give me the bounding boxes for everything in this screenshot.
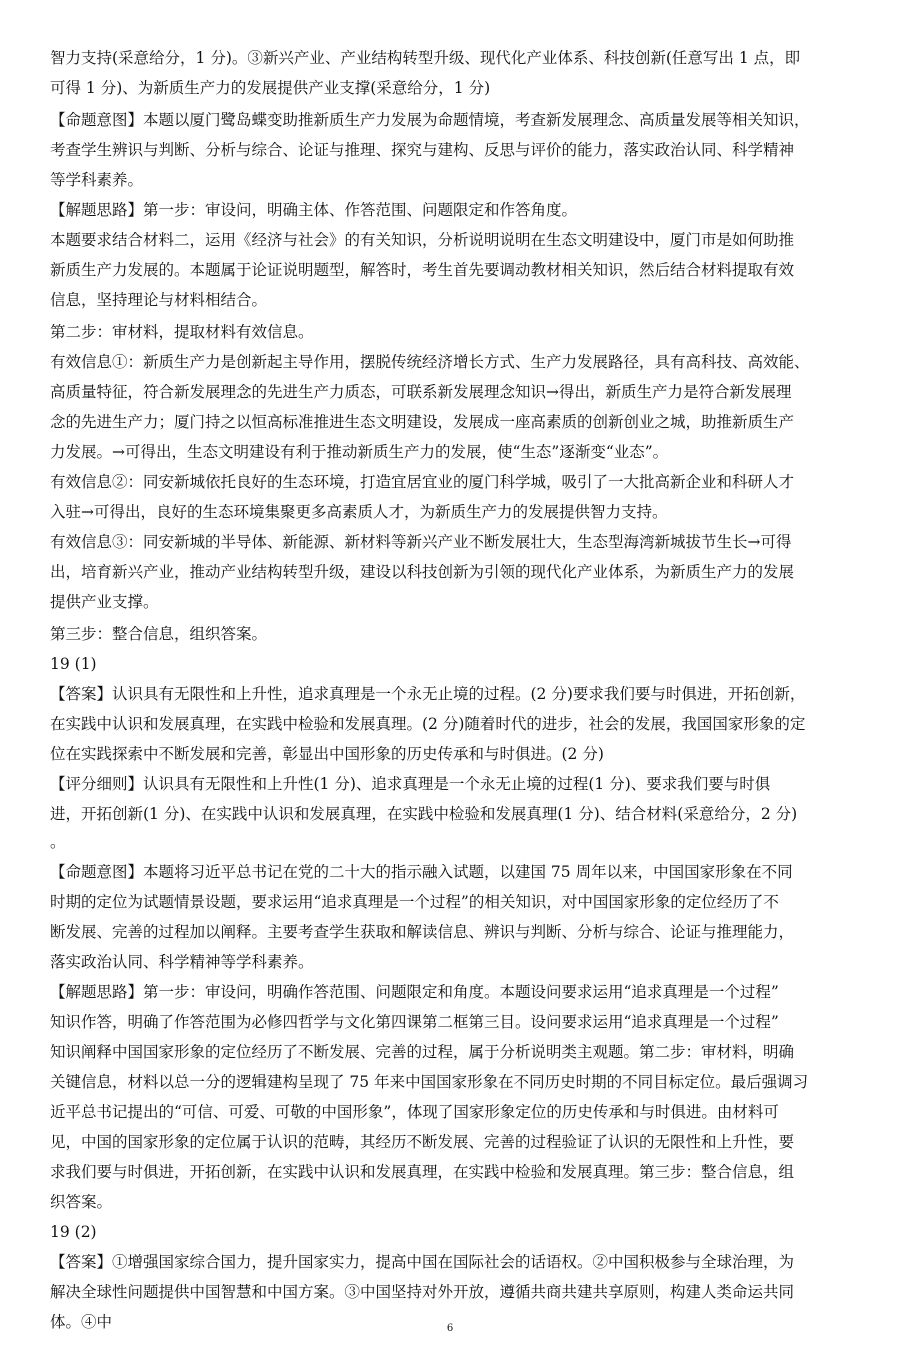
text-line: 【评分细则】认识具有无限性和上升性(1 分)、追求真理是一个永无止境的过程(1 分)、要求我们要与时俱 xyxy=(50,775,771,793)
text-line: 时期的定位为试题情景设题，要求运用“追求真理是一个过程”的相关知识，对中国国家形象的定位经历了不 xyxy=(50,893,779,911)
text-line: 第三步：整合信息，组织答案。 xyxy=(50,625,268,643)
text-line: 断发展、完善的过程加以阐释。主要考查学生获取和解读信息、辨识与判断、分析与综合、论证与推理能力， xyxy=(50,923,795,941)
text-line: 可得 1 分)、为新质生产力的发展提供产业支撑(采意给分，1 分) xyxy=(50,79,491,97)
text-line: 19 (1) xyxy=(50,655,97,673)
text-line: 【命题意图】本题将习近平总书记在党的二十大的指示融入试题，以建国 75 周年以来，中国国家形象在不同 xyxy=(50,863,793,881)
text-line: 出，培育新兴产业，推动产业结构转型升级，建设以科技创新为引领的现代化产业体系，为新质生产力的发展 xyxy=(50,563,795,581)
text-line: 有效信息③：同安新城的半导体、新能源、新材料等新兴产业不断发展壮大，生态型海湾新城拔节生长→可得 xyxy=(50,533,792,551)
text-line: 【命题意图】本题以厦门鹭岛蝶变助推新质生产力发展为命题情境，考查新发展理念、高质量发展等相关知识， xyxy=(50,111,810,129)
text-line: 体。④中 xyxy=(50,1313,113,1331)
text-line: 进，开拓创新(1 分)、在实践中认识和发展真理，在实践中检验和发展真理(1 分)、结合材料(采意给分，2 分) xyxy=(50,805,798,823)
text-line: 知识作答，明确了作答范围为必修四哲学与文化第四课第二框第三目。设问要求运用“追求真理是一个过程” xyxy=(50,1013,779,1031)
text-line: 高质量特征，符合新发展理念的先进生产力质态，可联系新发展理念知识→得出，新质生产力是符合新发展理 xyxy=(50,383,792,401)
text-line: 考查学生辨识与判断、分析与综合、论证与推理、探究与建构、反思与评价的能力，落实政治认同、科学精神 xyxy=(50,141,795,159)
text-line: 在实践中认识和发展真理，在实践中检验和发展真理。(2 分)随着时代的进步，社会的发展，我国国家形象的定 xyxy=(50,715,806,733)
text-line: 织答案。 xyxy=(50,1193,113,1211)
text-line: 提供产业支撑。 xyxy=(50,593,159,611)
text-line: 求我们要与时俱进，开拓创新，在实践中认识和发展真理，在实践中检验和发展真理。第三步：整合信息，组 xyxy=(50,1163,795,1181)
text-line: 19 (2) xyxy=(50,1223,97,1241)
text-line: 【答案】①增强国家综合国力，提升国家实力，提高中国在国际社会的话语权。②中国积极参与全球治理，为 xyxy=(50,1253,795,1271)
text-line: 新质生产力发展的。本题属于论证说明题型，解答时，考生首先要调动教材相关知识，然后结合材料提取有效 xyxy=(50,261,795,279)
text-line: 本题要求结合材料二，运用《经济与社会》的有关知识，分析说明说明在生态文明建设中，厦门市是如何助推 xyxy=(50,231,795,249)
text-line: 【解题思路】第一步：审设问，明确主体、作答范围、问题限定和作答角度。 xyxy=(50,201,578,219)
text-line: 有效信息②：同安新城依托良好的生态环境，打造宜居宜业的厦门科学城，吸引了一大批高新企业和科研人才 xyxy=(50,473,795,491)
text-line: 信息，坚持理论与材料相结合。 xyxy=(50,291,268,309)
text-line: 【答案】认识具有无限性和上升性，追求真理是一个永无止境的过程。(2 分)要求我们要与时俱进，开拓创新， xyxy=(50,685,806,703)
text-line: 入驻→可得出，良好的生态环境集聚更多高素质人才，为新质生产力的发展提供智力支持。 xyxy=(50,503,668,521)
text-line: 念的先进生产力；厦门持之以恒高标准推进生态文明建设，发展成一座高素质的创新创业之城，助推新质生产 xyxy=(50,413,795,431)
text-line: 智力支持(采意给分，1 分)。③新兴产业、产业结构转型升级、现代化产业体系、科技创新(任意写出 1 点，即 xyxy=(50,49,801,67)
text-line: 落实政治认同、科学精神等学科素养。 xyxy=(50,953,314,971)
text-line: 知识阐释中国国家形象的定位经历了不断发展、完善的过程，属于分析说明类主观题。第二步：审材料，明确 xyxy=(50,1043,795,1061)
text-line: 解决全球性问题提供中国智慧和中国方案。③中国坚持对外开放，遵循共商共建共享原则，构建人类命运共同 xyxy=(50,1283,795,1301)
text-line: 【解题思路】第一步：审设问，明确作答范围、问题限定和角度。本题设问要求运用“追求真理是一个过程” xyxy=(50,983,779,1001)
text-line: 位在实践探索中不断发展和完善，彰显出中国形象的历史传承和与时俱进。(2 分) xyxy=(50,745,604,763)
text-line: 力发展。→可得出，生态文明建设有利于推动新质生产力的发展，使“生态”逐渐变“业态”。 xyxy=(50,443,669,461)
text-line: 有效信息①：新质生产力是创新起主导作用，摆脱传统经济增长方式、生产力发展路径，具有高科技、高效能、 xyxy=(50,353,810,371)
text-line: 见，中国的国家形象的定位属于认识的范畴，其经历不断发展、完善的过程验证了认识的无限性和上升性，要 xyxy=(50,1133,795,1151)
text-line: 等学科素养。 xyxy=(50,171,144,189)
text-line: 第二步：审材料，提取材料有效信息。 xyxy=(50,323,314,341)
text-line: 关键信息，材料以总一分的逻辑建构呈现了 75 年来中国国家形象在不同历史时期的不同目标定位。最后强调习 xyxy=(50,1073,809,1091)
text-line: 。 xyxy=(50,833,66,851)
text-line: 近平总书记提出的“可信、可爱、可敬的中国形象”，体现了国家形象定位的历史传承和与时俱进。由材料可 xyxy=(50,1103,779,1121)
page-number: 6 xyxy=(446,1323,454,1334)
